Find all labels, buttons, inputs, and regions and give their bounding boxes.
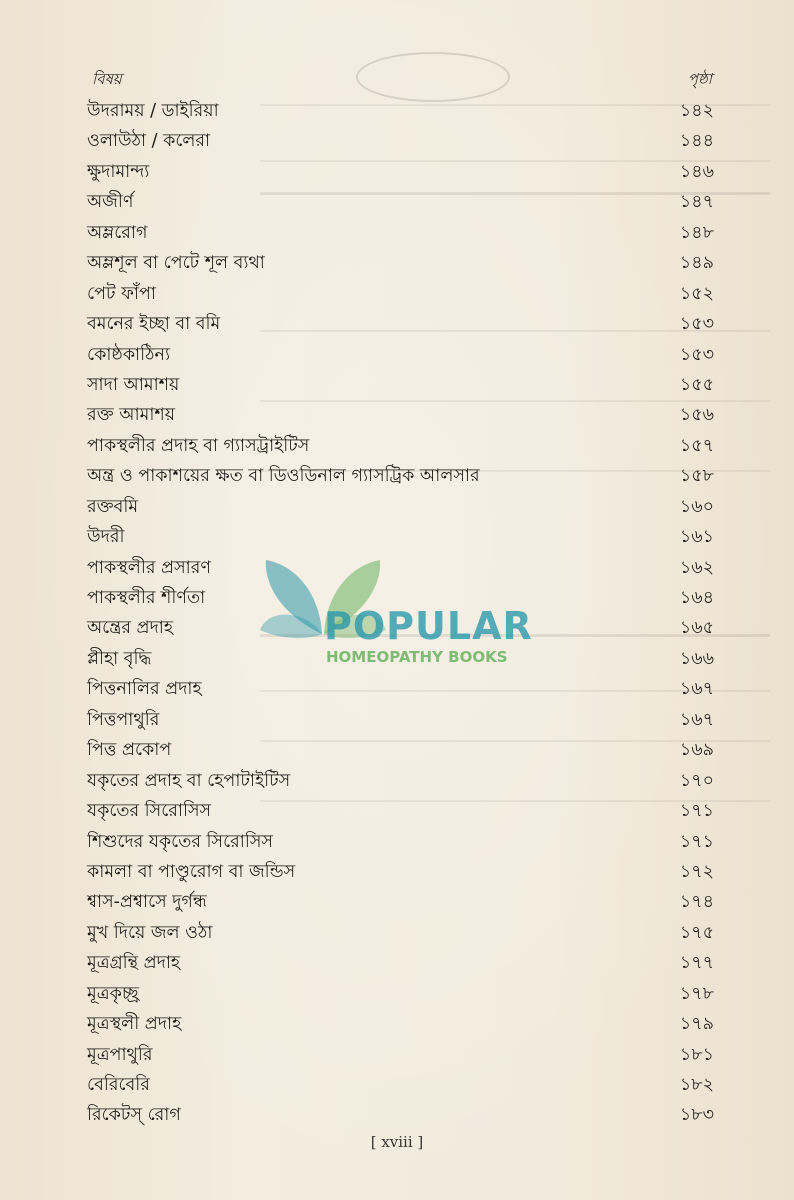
toc-entry-page: ১৫২ <box>679 283 714 304</box>
toc-entry-topic: কোষ্ঠকাঠিন্য <box>87 344 171 365</box>
toc-entry-topic: পাকস্থলীর প্রসারণ <box>87 557 211 578</box>
column-heading-topic: বিষয় <box>92 70 122 88</box>
toc-entry-topic: বেরিবেরি <box>87 1075 150 1095</box>
toc-entry <box>87 461 714 491</box>
toc-entry-page: ১৪৬ <box>679 161 714 182</box>
toc-entry <box>87 735 714 765</box>
toc-entry <box>87 309 714 339</box>
toc-entry-topic: শ্বাস-প্রশ্বাসে দুর্গন্ধ <box>87 892 207 913</box>
toc-entry-page: ১৭৪ <box>679 892 714 913</box>
toc-entry-page: ১৫৭ <box>679 435 714 456</box>
toc-entry <box>87 96 714 126</box>
toc-entry-page: ১৭৭ <box>679 953 714 974</box>
toc-entry-page: ১৪৭ <box>679 192 714 213</box>
watermark-subtitle: HOMEOPATHY BOOKS <box>326 648 508 666</box>
toc-entry-topic: ওলাউঠা / কলেরা <box>87 131 211 152</box>
toc-entry <box>87 340 714 370</box>
toc-entry-page: ১৭১ <box>679 801 714 822</box>
toc-entry-page: ১৭০ <box>679 770 714 791</box>
toc-entry-topic: উদরী <box>87 527 125 548</box>
toc-entry <box>87 218 714 248</box>
toc-entry-topic: বমনের ইচ্ছা বা বমি <box>87 314 221 335</box>
toc-entry <box>87 979 714 1009</box>
toc-entry-page: ১৫৩ <box>679 314 714 335</box>
toc-entry <box>87 492 714 522</box>
column-heading-page: পৃষ্ঠা <box>687 70 712 88</box>
toc-entry-page: ১৪৪ <box>679 131 714 152</box>
toc-entry-page: ১৭৫ <box>679 922 714 943</box>
toc-entry-topic: মূত্রকৃচ্ছ্র <box>87 983 139 1004</box>
toc-entry-topic: পেট ফাঁপা <box>87 283 156 304</box>
toc-entry <box>87 705 714 735</box>
toc-entry-page: ১৬৪ <box>679 588 714 608</box>
toc-entry-topic: পাকস্থলীর প্রদাহ বা গ্যাসট্রাইটিস <box>87 435 310 456</box>
publisher-watermark <box>258 538 558 668</box>
toc-entry-topic: সাদা আমাশয় <box>87 374 180 395</box>
toc-entry-page: ১৫৫ <box>679 374 714 395</box>
toc-entry-page: ১৫৩ <box>679 344 714 365</box>
toc-entry-page: ১৪৯ <box>679 253 714 274</box>
toc-entry-page: ১৫৮ <box>679 466 714 487</box>
toc-entry <box>87 948 714 978</box>
toc-entry-page: ১৬২ <box>679 557 714 578</box>
toc-entry-topic: যকৃতের প্রদাহ বা হেপাটাইটিস <box>87 770 291 791</box>
toc-entry-topic: প্লীহা বৃদ্ধি <box>87 648 152 669</box>
toc-entry <box>87 1070 714 1100</box>
toc-entry-topic: উদরাময় / ডাইরিয়া <box>87 101 219 121</box>
watermark-title: POPULAR <box>324 604 533 648</box>
toc-entry-page: ১৪৮ <box>679 222 714 243</box>
toc-entry-page: ১৬৭ <box>679 709 714 730</box>
toc-entry <box>87 918 714 948</box>
toc-header <box>92 68 712 92</box>
toc-entry-topic: মূত্রস্থলী প্রদাহ <box>87 1014 182 1035</box>
toc-entry-page: ১৮৩ <box>679 1105 714 1126</box>
toc-entry <box>87 766 714 796</box>
toc-entry <box>87 857 714 887</box>
toc-entry-page: ১৬১ <box>679 527 714 548</box>
toc-entry-page: ১৮১ <box>679 1044 714 1065</box>
toc-entry <box>87 796 714 826</box>
page-number: [ xviii ] <box>370 1133 424 1151</box>
toc-entry-page: ১৬৬ <box>679 648 714 669</box>
toc-entry <box>87 400 714 430</box>
toc-entry-topic: পাকস্থলীর শীর্ণতা <box>87 588 206 608</box>
toc-entry-topic: ক্ষুদামান্দ্য <box>87 161 150 182</box>
toc-entry-topic: অন্ত্রের প্রদাহ <box>87 618 174 639</box>
toc-entry-page: ১৬৭ <box>679 679 714 700</box>
toc-entry-page: ১৬০ <box>679 496 714 517</box>
toc-entry <box>87 248 714 278</box>
toc-entry <box>87 887 714 917</box>
toc-entry-page: ১৬৫ <box>679 618 714 639</box>
toc-entry <box>87 187 714 217</box>
toc-entry <box>87 1040 714 1070</box>
toc-entry <box>87 674 714 704</box>
toc-entry-topic: অম্লরোগ <box>87 222 148 243</box>
toc-entry-topic: অম্লশূল বা পেটে শূল ব্যথা <box>87 253 265 274</box>
toc-entry-topic: মুখ দিয়ে জল ওঠা <box>87 922 213 943</box>
toc-entry-topic: পিত্তপাথুরি <box>87 709 160 730</box>
toc-entry-topic: অন্ত্র ও পাকাশয়ের ক্ষত বা ডিওডিনাল গ্যাসট্রিক আলসার <box>87 466 480 487</box>
toc-entry-topic: মূত্রপাথুরি <box>87 1044 153 1065</box>
toc-entry <box>87 279 714 309</box>
toc-entry-topic: মূত্রগ্রন্থি প্রদাহ <box>87 953 181 974</box>
toc-entry-page: ১৭৮ <box>679 983 714 1004</box>
toc-entry-page: ১৭২ <box>679 861 714 882</box>
toc-entry <box>87 431 714 461</box>
toc-entry <box>87 126 714 156</box>
toc-entry <box>87 1100 714 1130</box>
toc-entry <box>87 370 714 400</box>
toc-entry-topic: রক্ত আমাশয় <box>87 405 176 426</box>
toc-entry-page: ১৪২ <box>679 101 714 121</box>
toc-entry-page: ১৭১ <box>679 831 714 852</box>
toc-entry-topic: পিত্ত প্রকোপ <box>87 740 172 761</box>
toc-entry <box>87 827 714 857</box>
toc-entry-topic: রক্তবমি <box>87 496 139 517</box>
toc-entry-topic: কামলা বা পাণ্ডুরোগ বা জন্ডিস <box>87 861 296 882</box>
toc-entry-topic: শিশুদের যকৃতের সিরোসিস <box>87 831 273 852</box>
toc-entry-page: ১৬৯ <box>679 740 714 761</box>
toc-entry <box>87 157 714 187</box>
toc-entry-page: ১৭৯ <box>679 1014 714 1035</box>
toc-entry-topic: পিত্তনালির প্রদাহ <box>87 679 202 700</box>
toc-entry-topic: রিকেটস্ রোগ <box>87 1105 181 1126</box>
toc-entry-topic: অজীর্ণ <box>87 192 134 213</box>
toc-entry-page: ১৮২ <box>679 1075 714 1095</box>
toc-entry-page: ১৫৬ <box>679 405 714 426</box>
toc-entry <box>87 1009 714 1039</box>
toc-entry-topic: যকৃতের সিরোসিস <box>87 801 212 822</box>
